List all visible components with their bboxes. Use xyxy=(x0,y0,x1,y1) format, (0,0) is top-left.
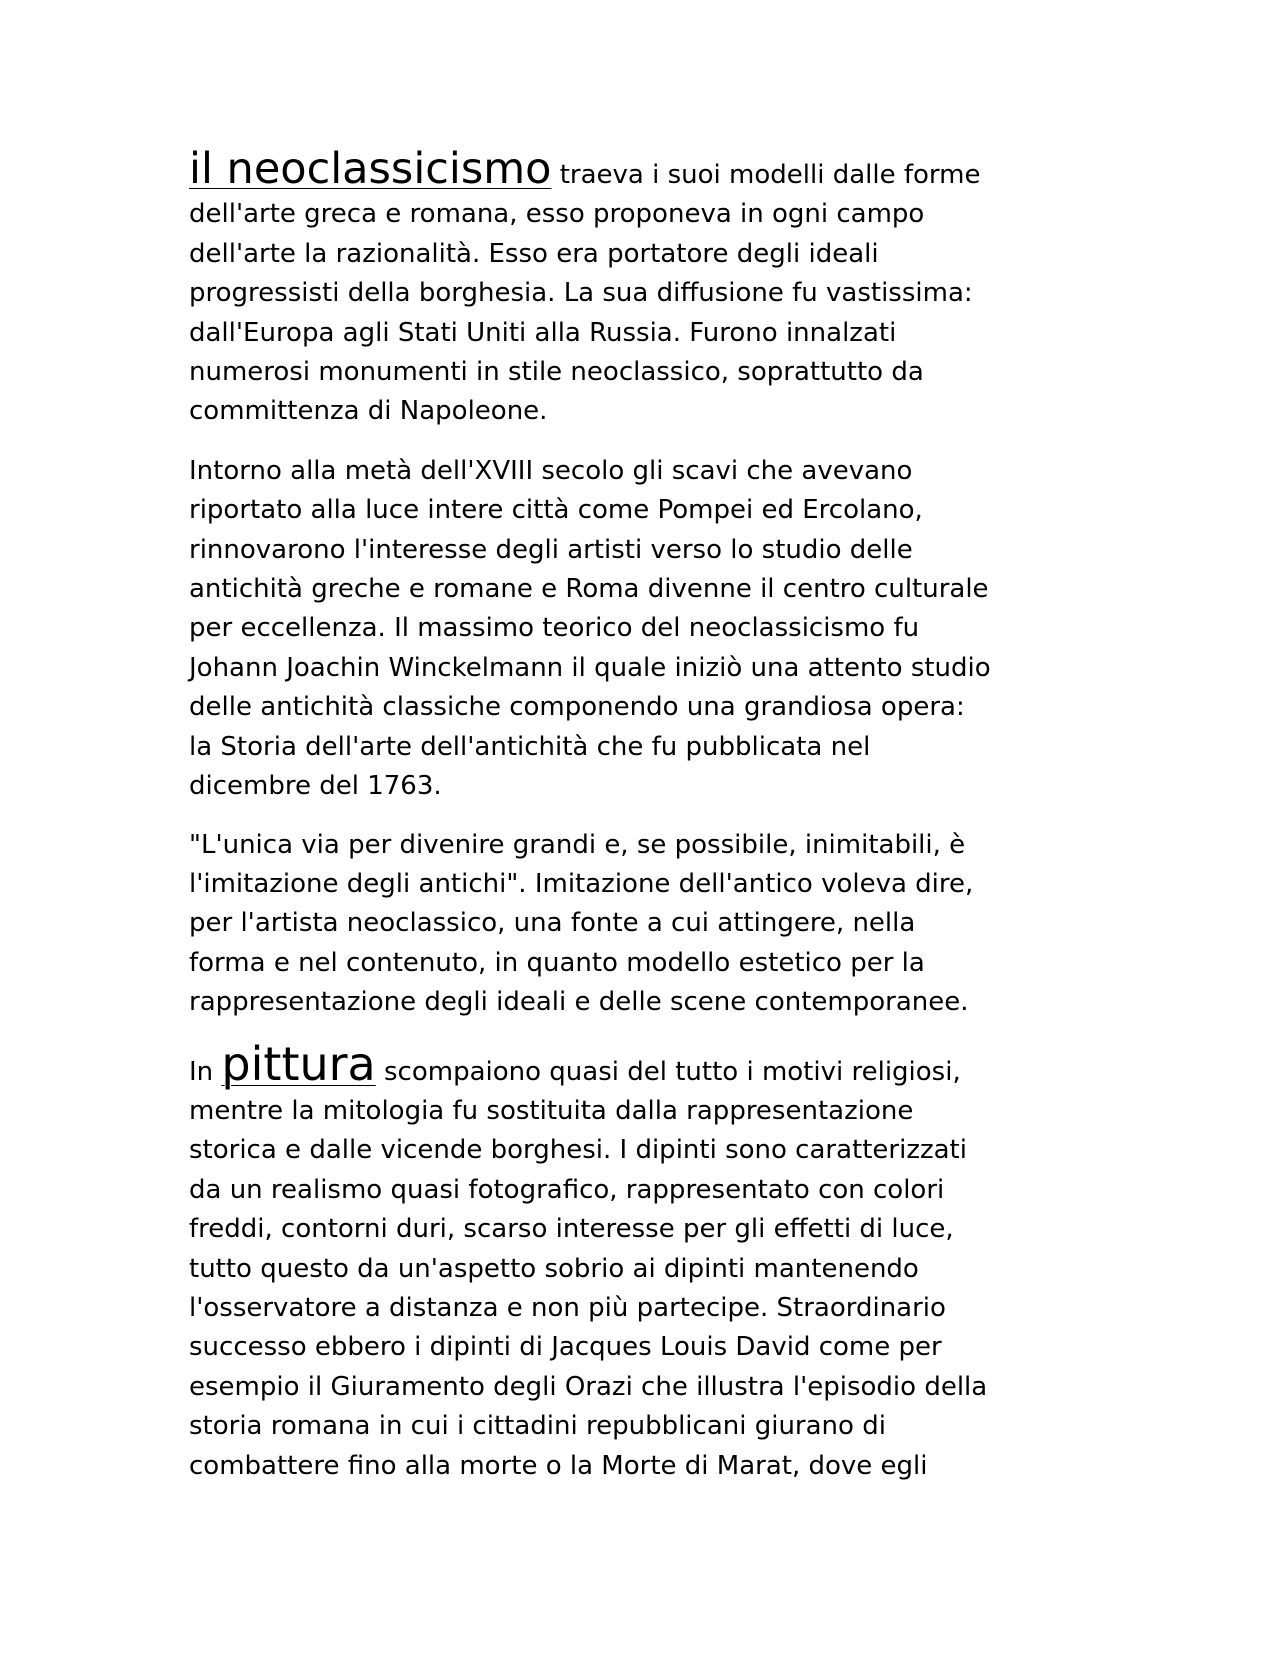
paragraph-winckelmann xyxy=(189,452,1094,807)
paragraph-text: Intorno alla metà dell'XVIII secolo gli scavi che avevano riportato alla luce intere città come Pompei ed Ercolano, rinnovarono l'interesse degli artisti verso lo studio delle antichità greche e romane e Roma divenne il centro culturale per eccellenza. Il massimo teorico del neoclassicismo fu Johann Joachin Winckelmann il quale iniziò una attento studio delle antichità classiche componendo una grandiosa opera: la Storia dell'arte dell'antichità che fu pubblicata nel dicembre del 1763. xyxy=(189,455,991,802)
paragraph-text: scompaiono quasi del tutto i motivi religiosi, mentre la mitologia fu sostituita dalla rappresentazione storica e dalle vicende borghesi. I dipinti sono caratterizzati da un realismo quasi fotografico, rappresentato con colori freddi, contorni duri, scarso interesse per gli effetti di luce, tutto questo da un'aspetto sobrio ai dipinti mantenendo l'osservatore a distanza e non più partecipe. Straordinario successo ebbero i dipinti di Jacques Louis David come per esempio il Giuramento degli Orazi che illustra l'episodio della storia romana in cui i cittadini repubblicani giurano di combattere fino alla morte o la Morte di Marat, dove egli xyxy=(189,1056,988,1481)
paragraph-neoclassicismo xyxy=(189,144,1094,432)
paragraph-quote xyxy=(189,826,1094,1023)
heading-neoclassicismo: il neoclassicismo xyxy=(189,144,552,194)
paragraph-pittura xyxy=(189,1036,1094,1486)
document-body xyxy=(189,144,1094,1486)
paragraph-text: "L'unica via per divenire grandi e, se possibile, inimitabili, è l'imitazione degli antichi". Imitazione dell'antico voleva dire, per l'artista neoclassico, una fonte a cui attingere, nella forma e nel contenuto, in quanto modello estetico per la rappresentazione degli ideali e delle scene contemporanee. xyxy=(189,829,974,1018)
paragraph-prefix: In xyxy=(189,1056,222,1087)
paragraph-text: traeva i suoi modelli dalle forme dell'arte greca e romana, esso proponeva in ogni campo dell'arte la razionalità. Esso era portatore degli ideali progressisti della borghesia. La sua diffusione fu vastissima: dall'Europa agli Stati Uniti alla Russia. Furono innalzati numerosi monumenti in stile neoclassico, soprattutto da committenza di Napoleone. xyxy=(189,160,981,427)
heading-pittura: pittura xyxy=(221,1036,376,1091)
